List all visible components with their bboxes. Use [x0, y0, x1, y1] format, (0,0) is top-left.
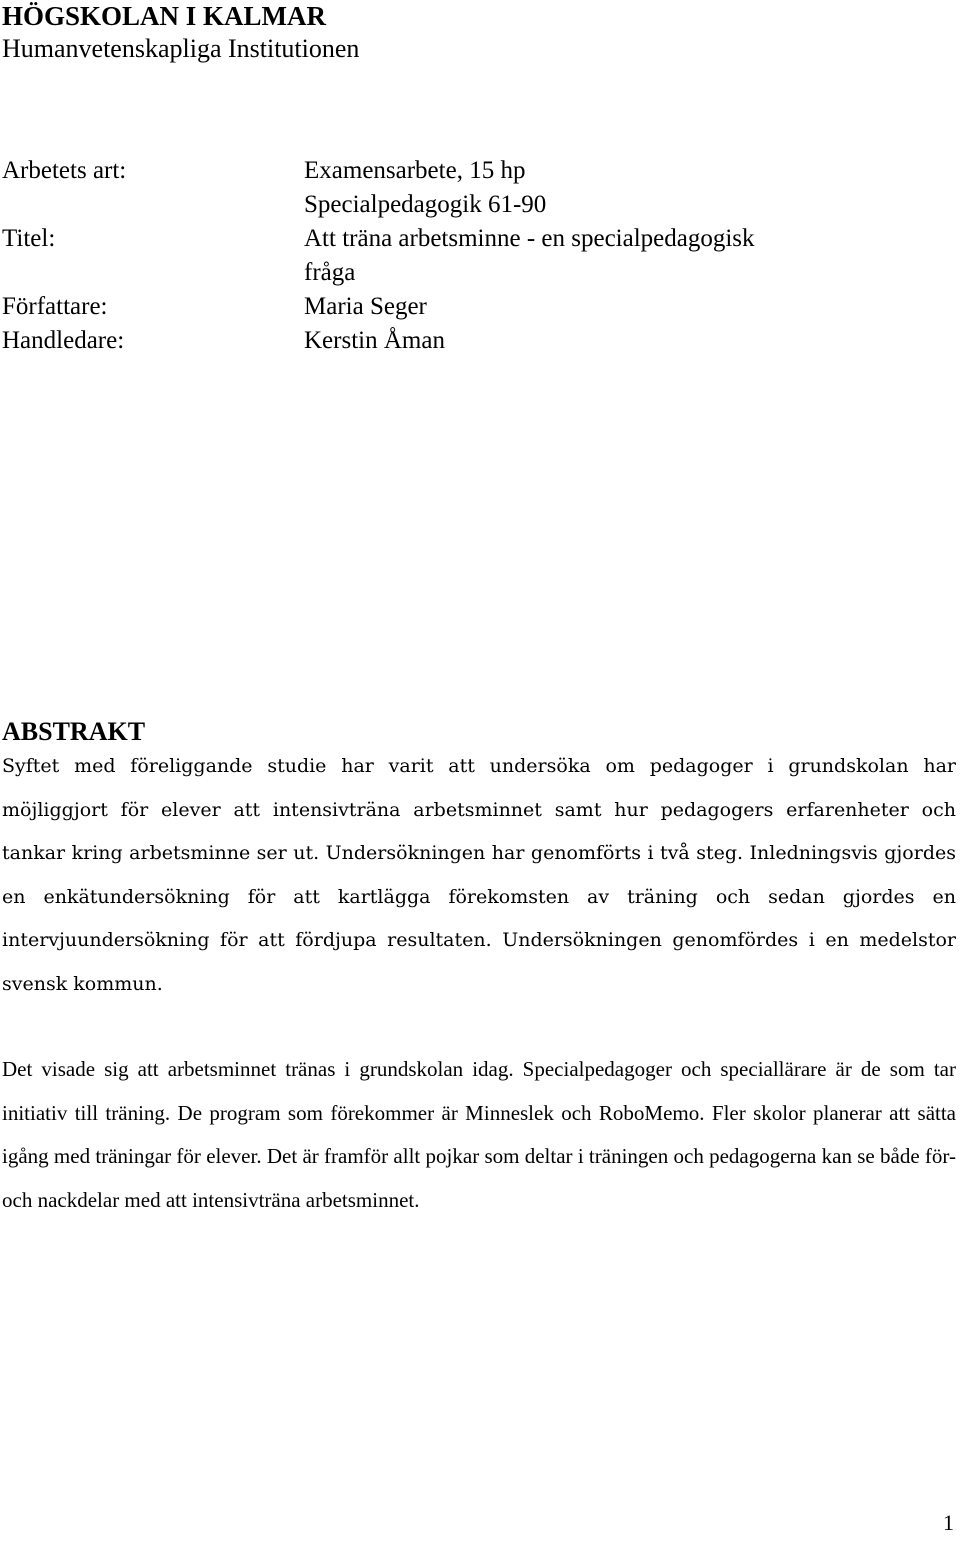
supervisor-label: Handledare: — [2, 327, 125, 354]
abstract-paragraph-1: Syftet med föreliggande studie har varit att undersöka om pedagoger i grundskolan har möjliggjort för elever att intensivträna arbetsminnet samt hur pedagogers erfarenheter och tankar kring arbetsminne ser ut. Undersökningen har genomförts i två steg. Inledningsvis gjordes en enkätundersökning för att kartlägga förekomsten av träning och sedan gjordes en intervjuundersökning för att fördjupa resultaten. Undersökningen genomfördes i en medelstor svensk kommun. — [2, 755, 956, 995]
title-value-line1: Att träna arbetsminne - en specialpedagogisk — [304, 225, 755, 252]
page-number: 1 — [943, 1510, 954, 1535]
author-label: Författare: — [2, 293, 108, 320]
abstract-paragraph-2: Det visade sig att arbetsminnet tränas i grundskolan idag. Specialpedagoger och speciallärare är de som tar initiativ till träning. De program som förekommer är Minneslek och RoboMemo. Fler skolor planerar att sätta igång med träningar för elever. Det är framför allt pojkar som deltar i träningen och pedagogerna kan se både för- och nackdelar med att intensivträna arbetsminnet. — [2, 1057, 956, 1212]
work-type-value: Examensarbete, 15 hp — [304, 157, 526, 184]
institution-name: HÖGSKOLAN I KALMAR — [2, 1, 327, 31]
department-name: Humanvetenskapliga Institutionen — [2, 34, 360, 63]
work-type-label: Arbetets art: — [2, 157, 127, 184]
title-label: Titel: — [2, 225, 56, 252]
title-value-line2: fråga — [304, 259, 356, 286]
abstract-heading: ABSTRAKT — [2, 717, 146, 746]
course-value: Specialpedagogik 61-90 — [304, 191, 547, 218]
supervisor-value: Kerstin Åman — [304, 327, 445, 354]
author-value: Maria Seger — [304, 293, 427, 320]
